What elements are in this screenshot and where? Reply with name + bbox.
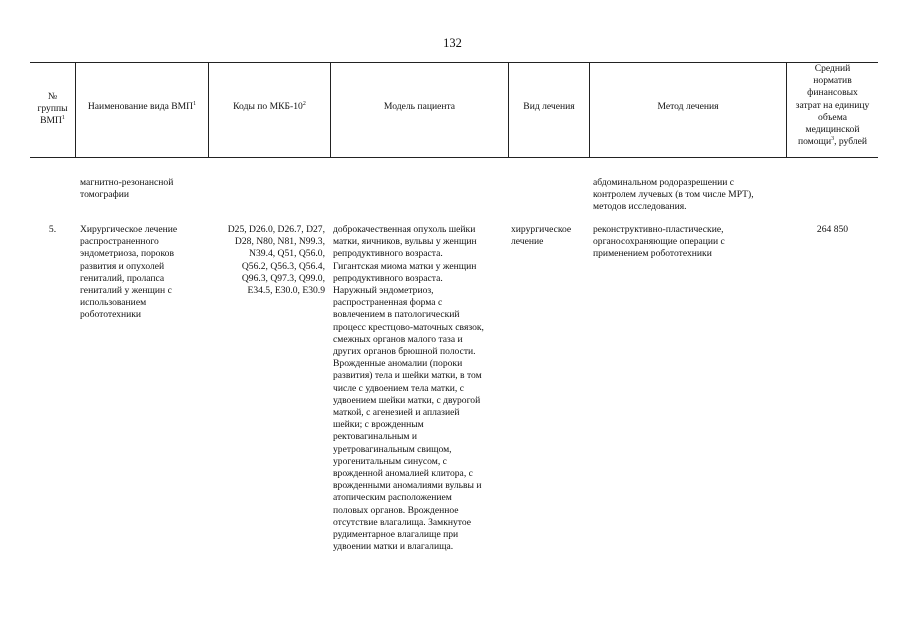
header-bottom-border — [30, 157, 878, 158]
row-icd-codes: D25, D26.0, D26.7, D27, D28, N80, N81, N99.3, N39.4, Q51, Q56.0, Q56.2, Q56.3, Q56.4, Q96.3, Q97.3, Q99.0, E34.5, E30.0, E30.9 — [227, 224, 325, 297]
continuation-treatment-method: абдоминальном родоразрешении с контролем лучевых (в том числе МРТ), методов исследования. — [593, 177, 754, 213]
row-cost: 264 850 — [816, 224, 849, 235]
row-treatment-type: хирургическое лечение — [511, 224, 572, 248]
page-number: 132 — [443, 36, 462, 50]
header-treatment-method: Метод лечения — [657, 101, 719, 112]
row-number: 5. — [48, 224, 57, 235]
continuation-vmp-name: магнитно-резонансной томографии — [80, 177, 174, 201]
header-group-number: № группы ВМП$^1$ — [37, 91, 68, 127]
header-icd-codes: Коды по МКБ-$10^2$ — [233, 101, 306, 112]
row-treatment-method: реконструктивно-пластические, органосохраняющие операции с применением робототехники — [593, 224, 725, 260]
table-top-border — [30, 62, 878, 63]
row-vmp-name: Хирургическое лечение распространенного эндометриоза, пороков развития и опухолей гениталий, пролапса гениталий у женщин с использованием робототехники — [80, 224, 178, 321]
header-average-cost: Средний норматив финансовых затрат на единицу объема медицинской помощи$^3$, рублей — [795, 63, 870, 148]
row-patient-model: доброкачественная опухоль шейки матки, яичников, вульвы у женщин репродуктивного возраста. Гигантская миома матки у женщин репродуктивного возраста. Наружный эндометриоз, распространенная форма с вовлечением в патологический процесс крестцово-маточных связок, смежных органов малого таза и других органов брюшной полости. Врожденные аномалии (пороки развития) тела и шейки матки, в том числе с удвоением тела матки, с удвоением шейки матки, с двурогой маткой, с агенезией и аплазией шейки; с врожденным ректовагинальным и уретровагинальным свищом, урогенитальным синусом, с врожденной аномалией клитора, с врожденными аномалиями вульвы и атопическим расположением половых органов. Врожденное отсутствие влагалища. Замкнутое рудиментарное влагалище при удвоении матки и влагалища. — [333, 224, 484, 553]
header-treatment-type: Вид лечения — [523, 101, 575, 112]
header-vmp-name: Наименование вида ВМП$^1$ — [87, 101, 197, 112]
header-patient-model: Модель пациента — [383, 101, 456, 112]
